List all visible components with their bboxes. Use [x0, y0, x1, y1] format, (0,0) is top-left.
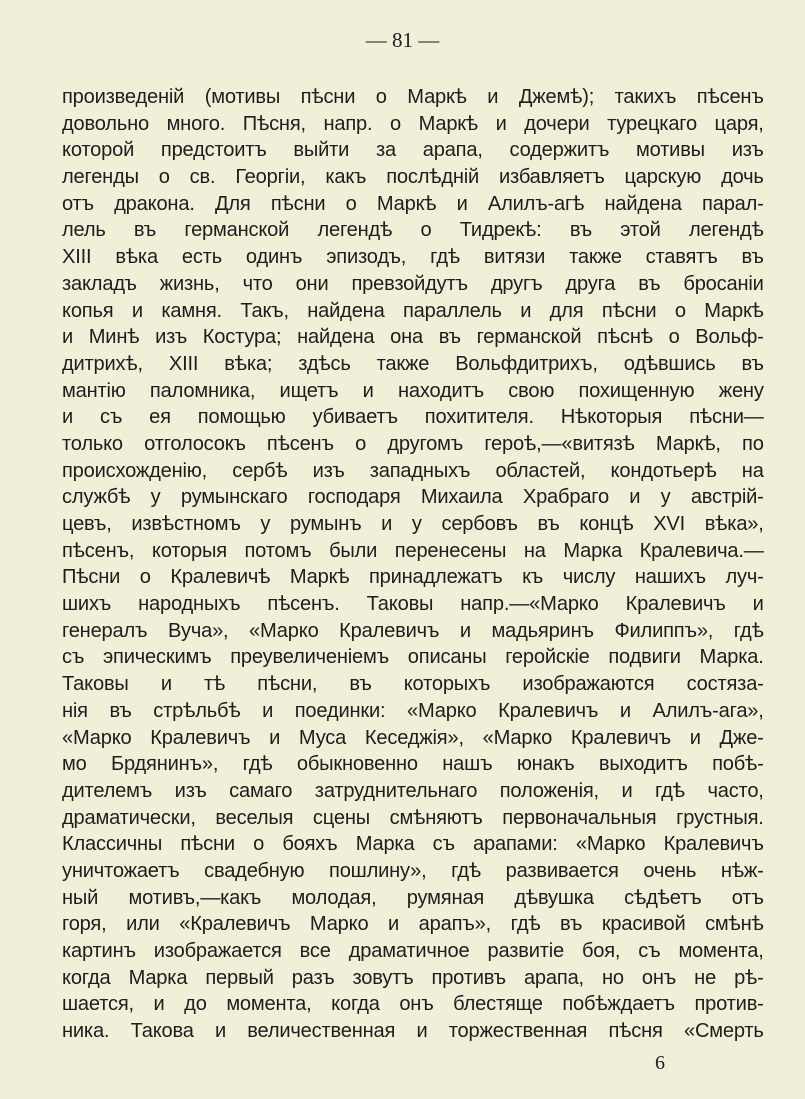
text-line: шихъ народныхъ пѣсенъ. Таковы напр.—«Марко Кралевичъ и — [62, 592, 764, 616]
text-line: произведеній (мотивы пѣсни о Маркѣ и Джемѣ); такихъ пѣсенъ — [62, 85, 764, 108]
text-line: копья и камня. Такъ, найдена параллель и для пѣсни о Маркѣ — [62, 298, 764, 322]
text-line: ный мотивъ,—какъ молодая, румяная дѣвушка сѣдѣетъ отъ — [62, 885, 764, 909]
text-line: горя, или «Кралевичъ Марко и арапъ», гдѣ въ красивой смѣнѣ — [62, 912, 764, 936]
text-line: дителемъ изъ самаго затруднительнаго положенія, и гдѣ часто, — [62, 778, 764, 802]
text-line: отъ дракона. Для пѣсни о Маркѣ и Алилъ-агѣ найдена парал- — [62, 191, 764, 215]
text-line: которой предстоитъ выйти за арапа, содержитъ мотивы изъ — [62, 138, 764, 162]
text-line: генералъ Вуча», «Марко Кралевичъ и мадьяринъ Филиппъ», гдѣ — [62, 618, 764, 642]
text-line: лель въ германской легендѣ о Тидрекѣ: въ этой легендѣ — [62, 218, 764, 242]
page-number: — 81 — — [365, 28, 440, 52]
text-line: «Марко Кралевичъ и Муса Кеседжія», «Марко Кралевичъ и Дже- — [62, 725, 764, 749]
text-line: службѣ у румынскаго господаря Михаила Храбраго и у австрій- — [62, 485, 764, 509]
text-line: пѣсенъ, которыя потомъ были перенесены на Марка Кралевича.— — [62, 538, 764, 562]
printer-signature-mark: 6 — [655, 1052, 665, 1074]
text-line: и съ ея помощью убиваетъ похитителя. Нѣкоторыя пѣсни— — [62, 405, 764, 429]
text-line: нія въ стрѣльбѣ и поединки: «Марко Кралевичъ и Алилъ-ага», — [62, 698, 764, 722]
text-line: Классичны пѣсни о бояхъ Марка съ арапами: «Марко Кралевичъ — [62, 832, 764, 856]
text-line: когда Марка первый разъ зовутъ противъ арапа, но онъ не рѣ- — [62, 965, 764, 989]
text-line: Таковы и тѣ пѣсни, въ которыхъ изображаются состяза- — [62, 672, 764, 696]
text-line: Пѣсни о Кралевичѣ Маркѣ принадлежатъ къ числу нашихъ луч- — [62, 565, 764, 589]
text-line: довольно много. Пѣсня, напр. о Маркѣ и дочери турецкаго царя, — [62, 111, 764, 135]
text-line: мо Брдянинъ», гдѣ обыкновенно нашъ юнакъ выходитъ побѣ- — [62, 752, 764, 776]
text-line: происхожденію, сербѣ изъ западныхъ областей, кондотьерѣ на — [62, 458, 764, 482]
text-line: цевъ, извѣстномъ у румынъ и у сербовъ въ концѣ XVI вѣка», — [62, 512, 764, 535]
text-line: легенды о св. Георгіи, какъ послѣдній избавляетъ царскую дочь — [62, 165, 764, 189]
text-line: уничтожаетъ свадебную пошлину», гдѣ развивается очень нѣж- — [62, 858, 764, 882]
text-line: драматически, веселыя сцены смѣняютъ первоначальныя грустныя. — [62, 805, 764, 829]
text-line: XIII вѣка есть одинъ эпизодъ, гдѣ витязи также ставятъ въ — [62, 245, 764, 269]
text-line: картинъ изображается все драматичное развитіе боя, съ момента, — [62, 939, 764, 962]
text-line: мантію паломника, ищетъ и находитъ свою похищенную жену — [62, 378, 764, 402]
text-line: только отголосокъ пѣсенъ о другомъ героѣ,—«витязѣ Маркѣ, по — [62, 431, 764, 455]
text-line: дитрихѣ, XIII вѣка; здѣсь также Вольфдитрихъ, одѣвшись въ — [62, 351, 764, 375]
text-line: шается, и до момента, когда онъ блестяще побѣждаетъ против- — [62, 992, 764, 1016]
text-line: и Минѣ изъ Костура; найдена она въ германской пѣснѣ о Вольф- — [62, 325, 764, 349]
text-line: съ эпическимъ преувеличеніемъ описаны геройскіе подвиги Марка. — [62, 645, 764, 669]
text-line: ника. Такова и величественная и торжественная пѣсня «Смерть — [62, 1019, 764, 1043]
text-line: закладъ жизнь, что они превзойдутъ другъ друга въ бросаніи — [62, 271, 764, 295]
body-text — [62, 84, 778, 1045]
